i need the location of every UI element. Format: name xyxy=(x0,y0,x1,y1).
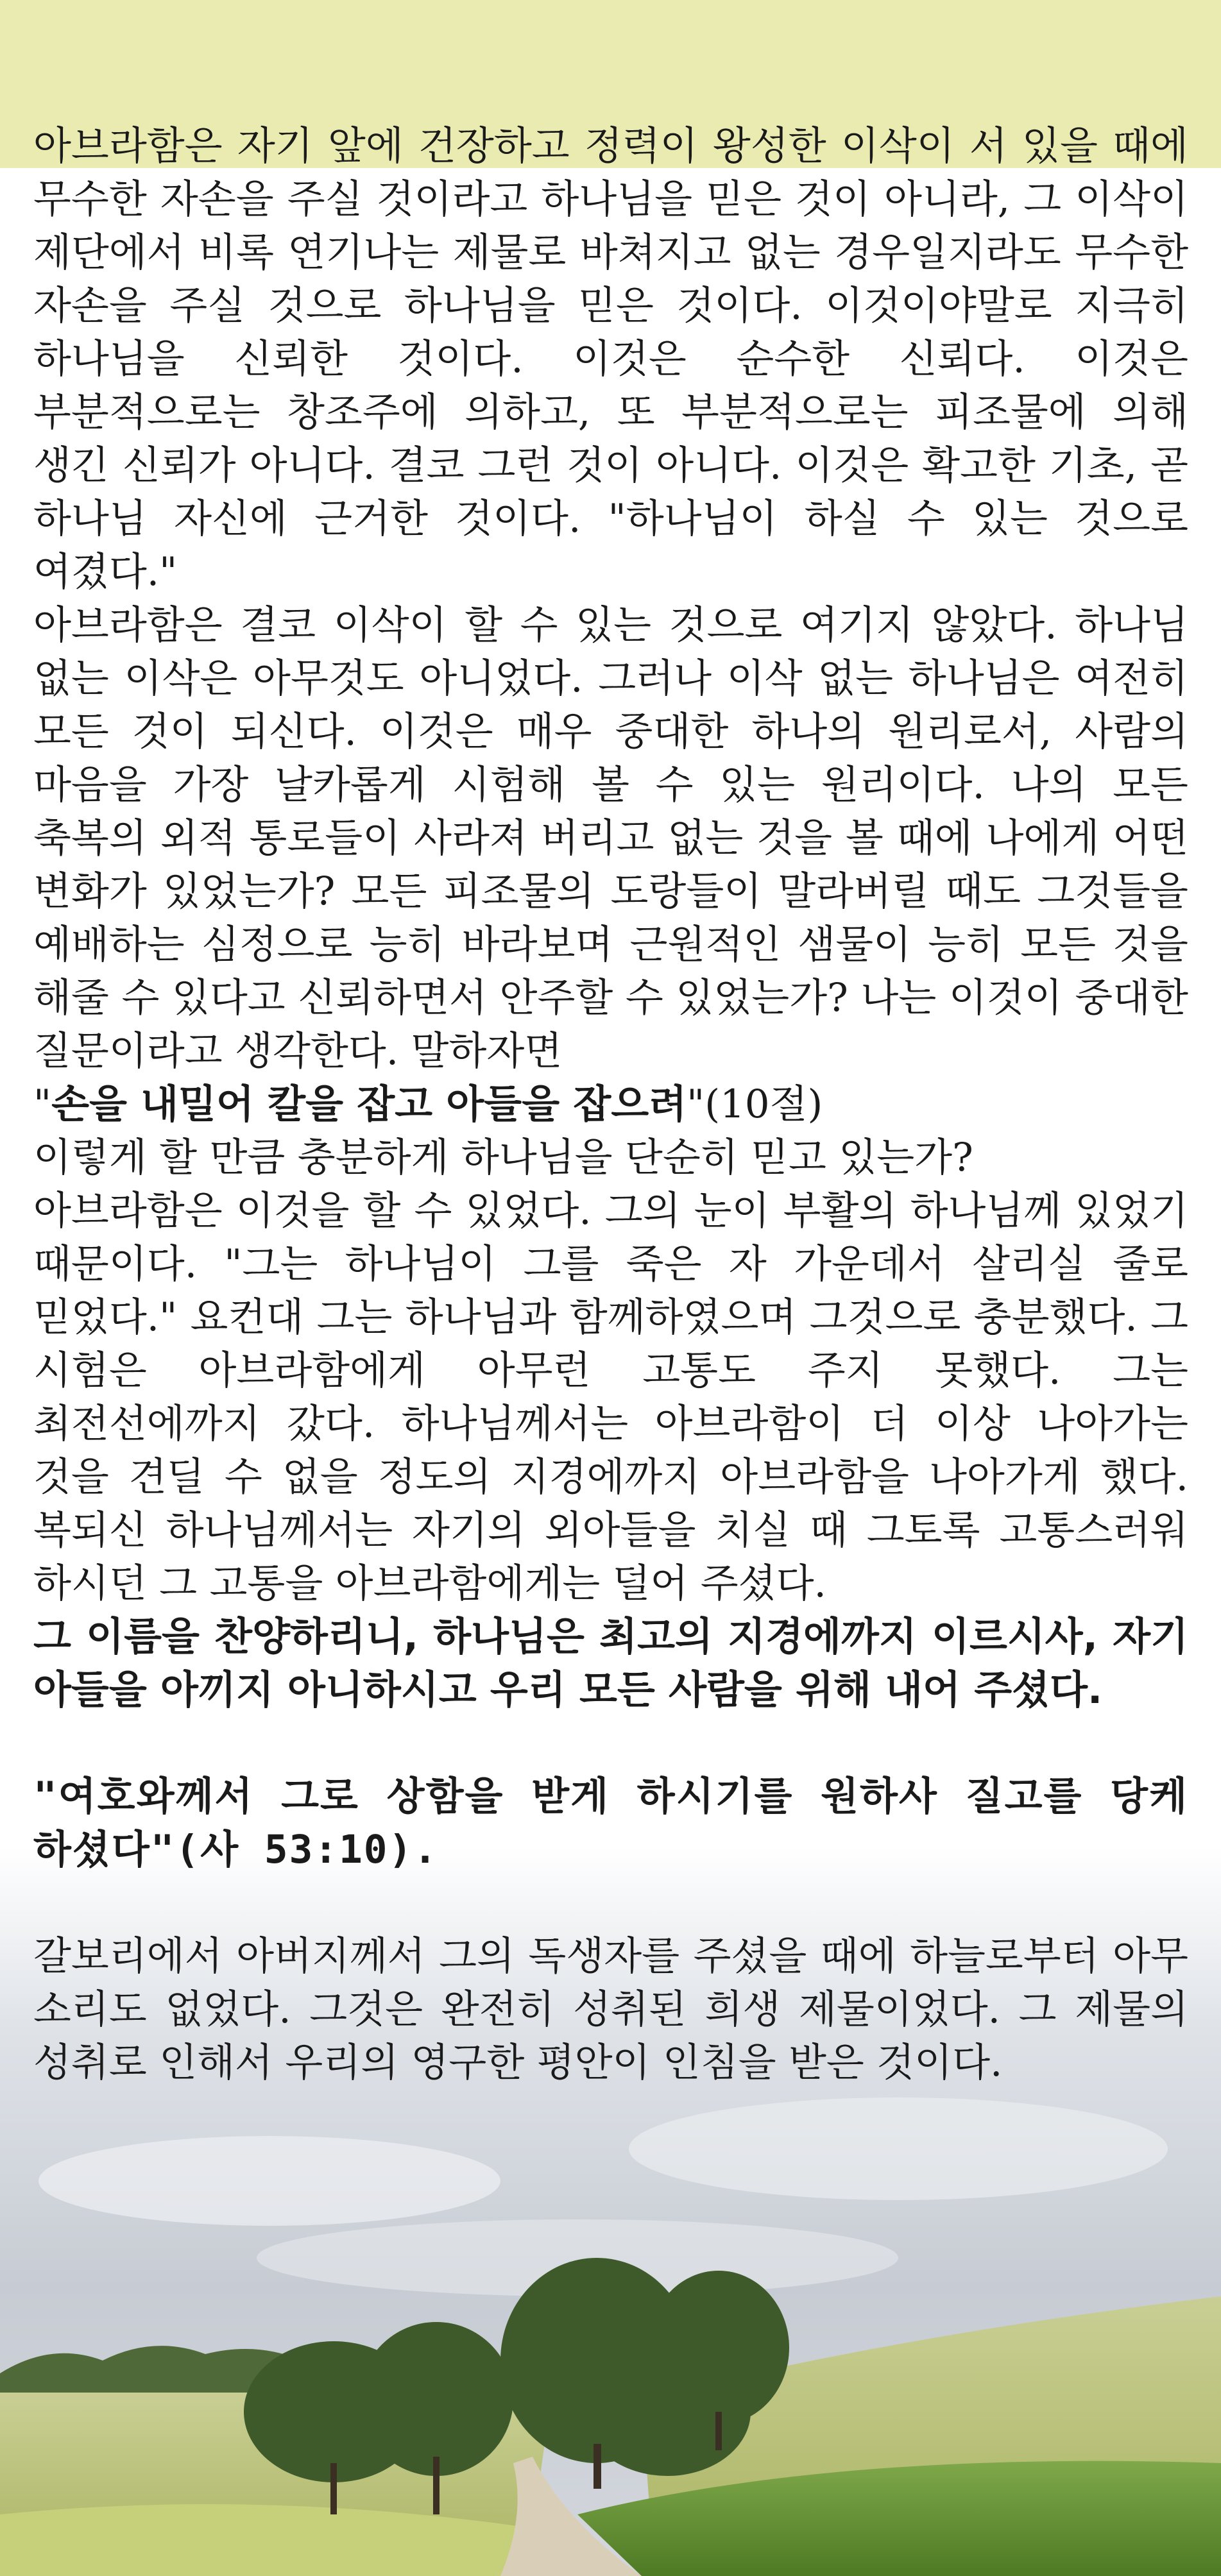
cloud xyxy=(629,2097,1168,2200)
paragraph-6-bold: 그 이름을 찬양하리니, 하나님은 최고의 지경에까지 이르시사, 자기 아들을 아끼지 아니하시고 우리 모든 사람을 위해 내어 주셨다. xyxy=(33,1614,1188,1713)
verse-reference: "(10절) xyxy=(687,1081,823,1127)
cloud xyxy=(38,2136,500,2226)
bold-quote: 손을 내밀어 칼을 잡고 아들을 잡으려 xyxy=(51,1081,687,1127)
paragraph-5: 아브라함은 이것을 할 수 있었다. 그의 눈이 부활의 하나님께 있었기 때문이다. "그는 하나님이 그를 죽은 자 가운데서 살리실 줄로 믿었다." 요컨대 그는 하나님과 함께하였으며 그것으로 충분했다. 그 시험은 아브라함에게 아무런 고통도 주지 못했다. 그는 최전선에까지 갔다. 하나님께서는 아브라함이 더 이상 나아가는 것을 견딜 수 없을 정도의 지경에까지 아브라함을 나아가게 했다. 복되신 하나님께서는 자기의 외아들을 치실 때 그토록 고통스러워 하시던 그 고통을 아브라함에게는 덜어 주셨다. xyxy=(33,1188,1188,1606)
spacer xyxy=(33,1716,1188,1770)
spacer xyxy=(33,1876,1188,1929)
paragraph-4: 이렇게 할 만큼 충분하게 하나님을 단순히 믿고 있는가? xyxy=(33,1135,973,1180)
paragraph-2: 아브라함은 결코 이삭이 할 수 있는 것으로 여기지 않았다. 하나님 없는 이삭은 아무것도 아니었다. 그러나 이삭 없는 하나님은 여전히 모든 것이 되신다. 이것은 매우 중대한 하나의 원리로서, 사람의 마음을 가장 날카롭게 시험해 볼 수 있는 원리이다. 나의 모든 축복의 외적 통로들이 사라져 버리고 없는 것을 볼 때에 나에게 어떤 변화가 있었는가? 모든 피조물의 도랑들이 말라버릴 때도 그것들을 예배하는 심정으로 능히 바라보며 근원적인 샘물이 능히 모든 것을 해줄 수 있다고 신뢰하면서 안주할 수 있었는가? 나는 이것이 중대한 질문이라고 생각한다. 말하자면 xyxy=(33,602,1188,1074)
paragraph-1: 아브라함은 자기 앞에 건장하고 정력이 왕성한 이삭이 서 있을 때에 무수한 자손을 주실 것이라고 하나님을 믿은 것이 아니라, 그 이삭이 제단에서 비록 연기나는 제물로 바쳐지고 없는 경우일지라도 무수한 자손을 주실 것으로 하나님을 믿은 것이다. 이것이야말로 지극히 하나님을 신뢰한 것이다. 이것은 순수한 신뢰다. 이것은 부분적으로는 창조주에 의하고, 또 부분적으로는 피조물에 의해 생긴 신뢰가 아니다. 결코 그런 것이 아니다. 이것은 확고한 기초, 곧 하나님 자신에 근거한 것이다. "하나님이 하실 수 있는 것으로 여겼다." xyxy=(33,123,1188,595)
isaiah-quote: "여호와께서 그로 상함을 받게 하시기를 원하사 질고를 당케 하셨다" xyxy=(33,1774,1188,1872)
paragraph-3 xyxy=(33,1078,1188,1131)
isaiah-reference: (사 53:10). xyxy=(175,1827,438,1872)
article-body xyxy=(33,119,1188,2089)
paragraph-8: 갈보리에서 아버지께서 그의 독생자를 주셨을 때에 하늘로부터 아무 소리도 없었다. 그것은 완전히 성취된 희생 제물이었다. 그 제물의 성취로 인해서 우리의 영구한 평안이 인침을 받은 것이다. xyxy=(33,1933,1188,2085)
paragraph-7 xyxy=(33,1770,1188,1876)
quote-open: " xyxy=(33,1081,52,1127)
